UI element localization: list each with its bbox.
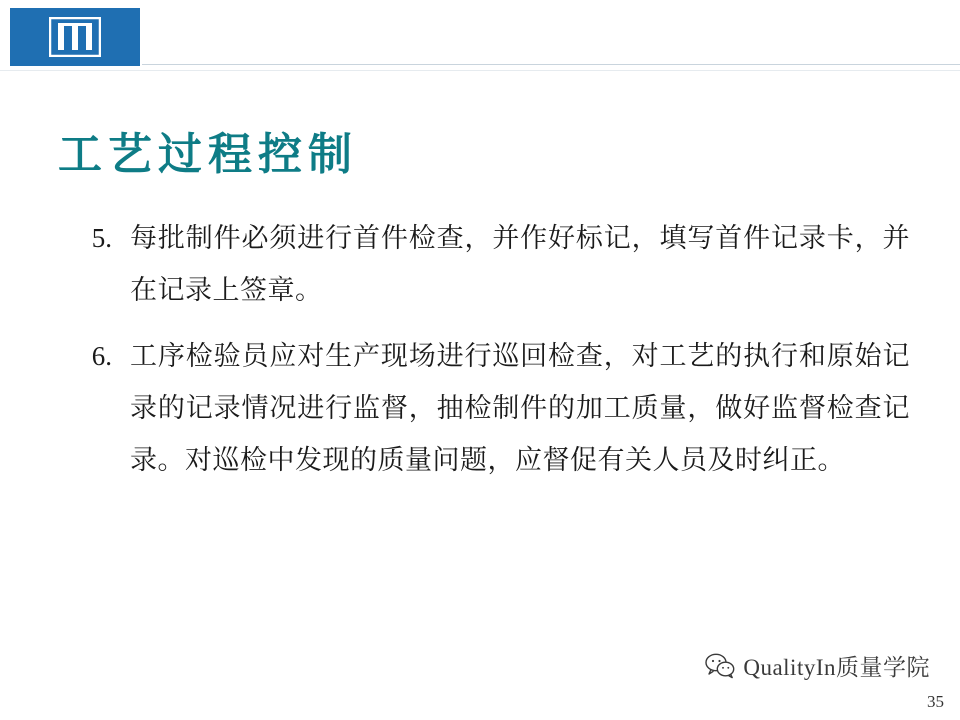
list-item [58,330,910,486]
header-divider-secondary [0,70,960,71]
logo-block [10,8,140,66]
company-monogram-icon [49,17,101,57]
list-item-number: 5. [91,223,112,253]
header-divider [142,64,960,65]
page-title: 工艺过程控制 [58,129,358,180]
brand-label: QualityIn质量学院 [743,655,930,680]
content-list [58,212,910,500]
list-item-text: 工序检验员应对生产现场进行巡回检查，对工艺的执行和原始记录的记录情况进行监督，抽检制件的加工质量，做好监督检查记录。对巡检中发现的质量问题，应督促有关人员及时纠正。 [130,341,910,475]
footer-brand [705,649,930,682]
page-number: 35 [927,692,944,711]
list-item [58,212,910,316]
list-item-text: 每批制件必须进行首件检查，并作好标记，填写首件记录卡，并在记录上签章。 [130,223,910,305]
slide-header [0,0,960,72]
list-item-number: 6. [91,341,112,371]
wechat-icon [705,653,735,679]
